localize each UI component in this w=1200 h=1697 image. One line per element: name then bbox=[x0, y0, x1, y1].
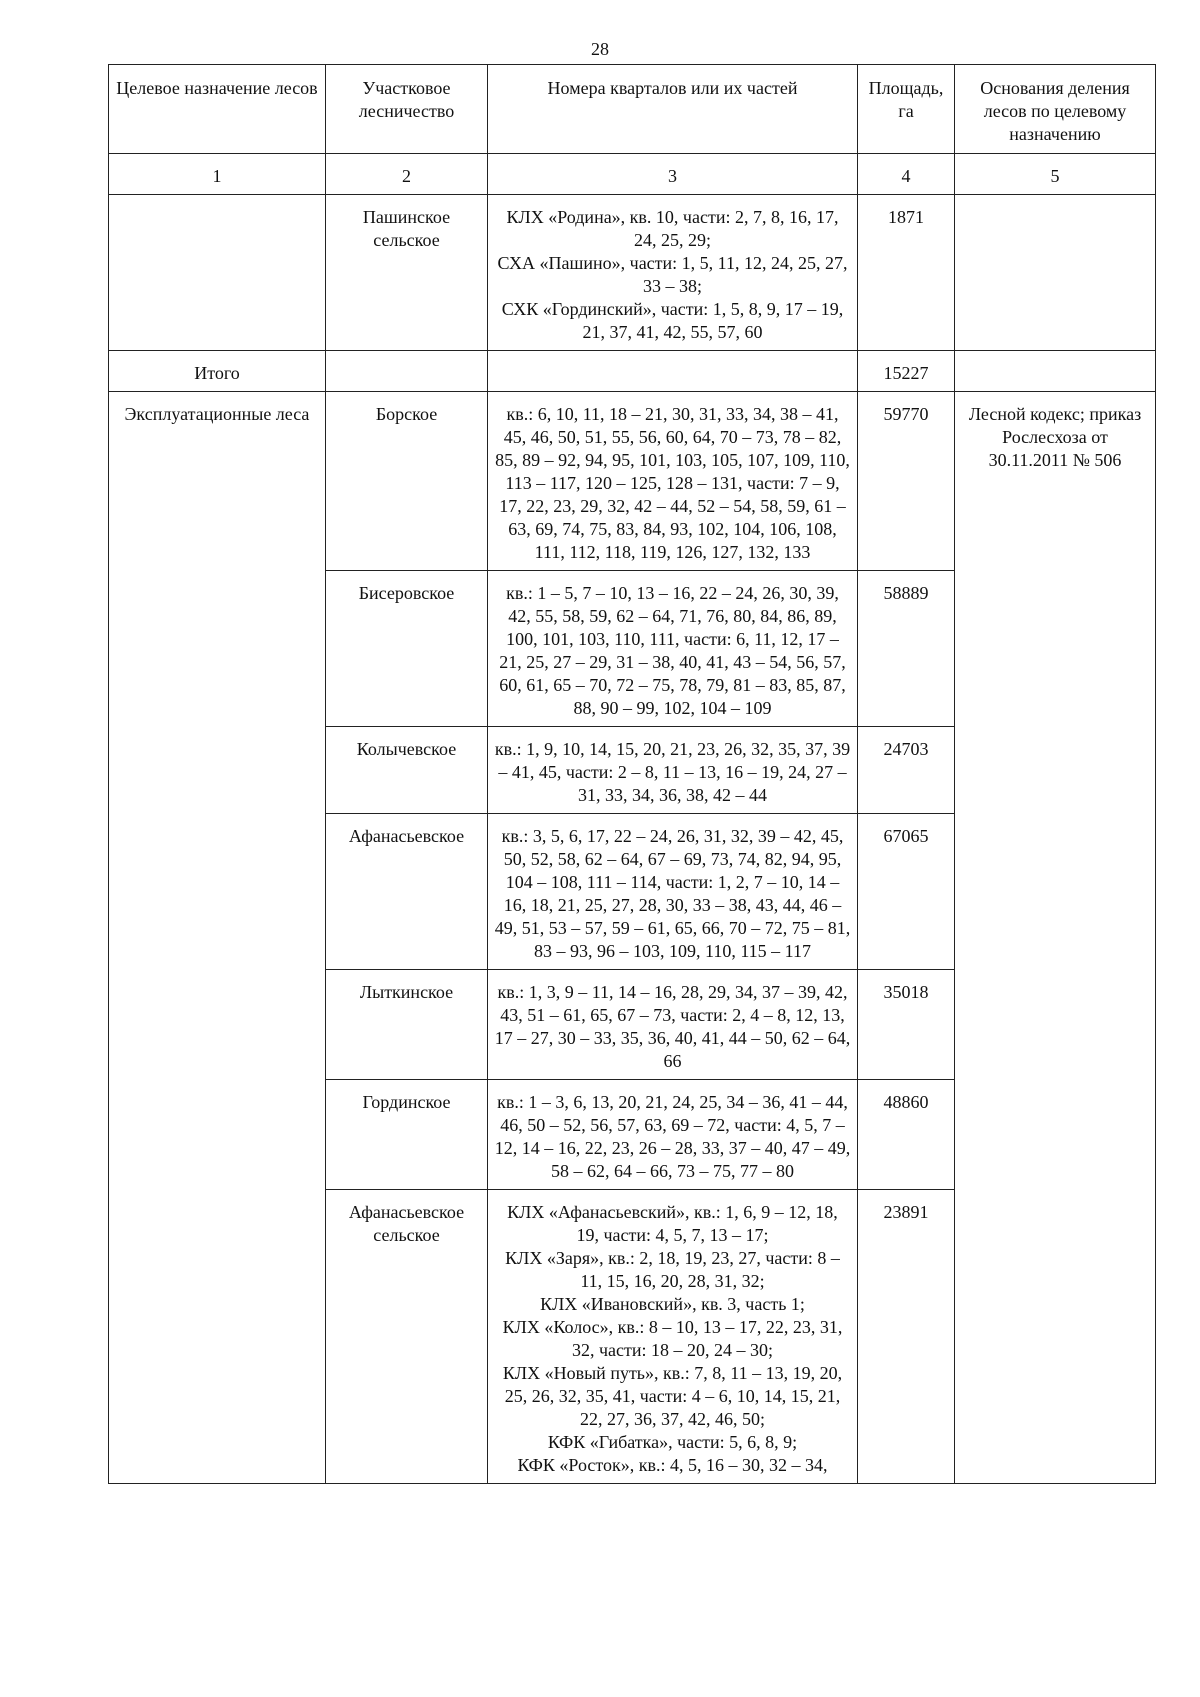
quarters-line: КЛХ «Ивановский», кв. 3, часть 1; bbox=[540, 1294, 805, 1314]
quarters-line: КЛХ «Заря», кв.: 2, 18, 19, 23, 27, части: 8 – 11, 15, 16, 20, 28, 31, 32; bbox=[505, 1248, 840, 1291]
column-number-row bbox=[109, 154, 1156, 195]
quarters-cell: кв.: 3, 5, 6, 17, 22 – 24, 26, 31, 32, 39 – 42, 45, 50, 52, 58, 62 – 64, 67 – 69, 73, 74, 82, 94, 95, 104 – 108, 111 – 114, части: 1, 2, 7 – 10, 14 – 16, 18, 21, 25, 27, 28, 30, 33 – 38, 43, 44, 46 – 49, 51, 53 – 57, 59 – 61, 65, 66, 70 – 72, 75 – 81, 83 – 93, 96 – 103, 109, 110, 115 – 117 bbox=[488, 814, 858, 970]
area-cell: 59770 bbox=[858, 392, 955, 571]
basis-cell: Лесной кодекс; приказ Рослесхоза от 30.11.2011 № 506 bbox=[955, 392, 1156, 1484]
header-quarters: Номера кварталов или их частей bbox=[488, 65, 858, 154]
quarters-cell: кв.: 1 – 3, 6, 13, 20, 21, 24, 25, 34 – 36, 41 – 44, 46, 50 – 52, 56, 57, 63, 69 – 72, части: 4, 5, 7 – 12, 14 – 16, 22, 23, 26 – 28, 33, 37 – 40, 47 – 49, 58 – 62, 64 – 66, 73 – 75, 77 – 80 bbox=[488, 1080, 858, 1190]
quarters-line: КФК «Росток», кв.: 4, 5, 16 – 30, 32 – 34, bbox=[517, 1455, 828, 1475]
header-purpose: Целевое назначение лесов bbox=[109, 65, 326, 154]
quarters-cell: кв.: 1, 3, 9 – 11, 14 – 16, 28, 29, 34, 37 – 39, 42, 43, 51 – 61, 65, 67 – 73, части: 2, 4 – 8, 12, 13, 17 – 27, 30 – 33, 35, 36, 40, 41, 44 – 50, 62 – 64, 66 bbox=[488, 970, 858, 1080]
quarters-line: СХА «Пашино», части: 1, 5, 11, 12, 24, 25, 27, 33 – 38; bbox=[497, 253, 848, 296]
table-row bbox=[109, 195, 1156, 351]
quarters-cell bbox=[488, 195, 858, 351]
quarters-cell bbox=[488, 1190, 858, 1484]
header-area: Площадь, га bbox=[858, 65, 955, 154]
basis-cell bbox=[955, 195, 1156, 351]
forestry-cell: Борское bbox=[326, 392, 488, 571]
table-header-row bbox=[109, 65, 1156, 154]
forestry-cell bbox=[326, 351, 488, 392]
forestry-cell: Гординское bbox=[326, 1080, 488, 1190]
column-number: 3 bbox=[488, 154, 858, 195]
forestry-cell: Бисеровское bbox=[326, 571, 488, 727]
header-basis: Основания деления лесов по целевому назначению bbox=[955, 65, 1156, 154]
area-cell: 23891 bbox=[858, 1190, 955, 1484]
total-area: 15227 bbox=[858, 351, 955, 392]
quarters-line: КЛХ «Колос», кв.: 8 – 10, 13 – 17, 22, 23, 31, 32, части: 18 – 20, 24 – 30; bbox=[502, 1317, 843, 1360]
forestry-cell: Колычевское bbox=[326, 727, 488, 814]
forestry-cell: Лыткинское bbox=[326, 970, 488, 1080]
area-cell: 48860 bbox=[858, 1080, 955, 1190]
total-row bbox=[109, 351, 1156, 392]
column-number: 4 bbox=[858, 154, 955, 195]
column-number: 2 bbox=[326, 154, 488, 195]
area-cell: 67065 bbox=[858, 814, 955, 970]
table-row bbox=[109, 392, 1156, 571]
column-number: 1 bbox=[109, 154, 326, 195]
area-cell: 35018 bbox=[858, 970, 955, 1080]
forest-purpose-table bbox=[108, 64, 1156, 1484]
purpose-cell bbox=[109, 195, 326, 351]
column-number: 5 bbox=[955, 154, 1156, 195]
quarters-line: КФК «Гибатка», части: 5, 6, 8, 9; bbox=[547, 1432, 798, 1452]
forestry-cell: Афанасьевское bbox=[326, 814, 488, 970]
forestry-cell: Пашинское сельское bbox=[326, 195, 488, 351]
quarters-line: КЛХ «Новый путь», кв.: 7, 8, 11 – 13, 19, 20, 25, 26, 32, 35, 41, части: 4 – 6, 10, 14, 15, 21, 22, 27, 36, 37, 42, 46, 50; bbox=[502, 1363, 843, 1429]
quarters-line: КЛХ «Родина», кв. 10, части: 2, 7, 8, 16, 17, 24, 25, 29; bbox=[506, 207, 839, 250]
purpose-cell: Эксплуатационные леса bbox=[109, 392, 326, 1484]
forestry-cell: Афанасьевское сельское bbox=[326, 1190, 488, 1484]
page-number: 28 bbox=[591, 39, 609, 59]
quarters-cell: кв.: 6, 10, 11, 18 – 21, 30, 31, 33, 34, 38 – 41, 45, 46, 50, 51, 55, 56, 60, 64, 70 – 73, 78 – 82, 85, 89 – 92, 94, 95, 101, 103, 105, 107, 109, 110, 113 – 117, 120 – 125, 128 – 131, части: 7 – 9, 17, 22, 23, 29, 32, 42 – 44, 52 – 54, 58, 59, 61 – 63, 69, 74, 75, 83, 84, 93, 102, 104, 106, 108, 111, 112, 118, 119, 126, 127, 132, 133 bbox=[488, 392, 858, 571]
quarters-cell: кв.: 1 – 5, 7 – 10, 13 – 16, 22 – 24, 26, 30, 39, 42, 55, 58, 59, 62 – 64, 71, 76, 80, 84, 86, 89, 100, 101, 103, 110, 111, части: 6, 11, 12, 17 – 21, 25, 27 – 29, 31 – 38, 40, 41, 43 – 54, 56, 57, 60, 61, 65 – 70, 72 – 75, 78, 79, 81 – 83, 85, 87, 88, 90 – 99, 102, 104 – 109 bbox=[488, 571, 858, 727]
area-cell: 58889 bbox=[858, 571, 955, 727]
quarters-cell: кв.: 1, 9, 10, 14, 15, 20, 21, 23, 26, 32, 35, 37, 39 – 41, 45, части: 2 – 8, 11 – 13, 16 – 19, 24, 27 – 31, 33, 34, 36, 38, 42 – 44 bbox=[488, 727, 858, 814]
area-cell: 24703 bbox=[858, 727, 955, 814]
total-label: Итого bbox=[109, 351, 326, 392]
quarters-line: СХК «Гординский», части: 1, 5, 8, 9, 17 – 19, 21, 37, 41, 42, 55, 57, 60 bbox=[501, 299, 844, 342]
quarters-cell bbox=[488, 351, 858, 392]
quarters-line: КЛХ «Афанасьевский», кв.: 1, 6, 9 – 12, 18, 19, части: 4, 5, 7, 13 – 17; bbox=[507, 1202, 838, 1245]
header-forestry: Участковое лесничество bbox=[326, 65, 488, 154]
area-cell: 1871 bbox=[858, 195, 955, 351]
basis-cell bbox=[955, 351, 1156, 392]
